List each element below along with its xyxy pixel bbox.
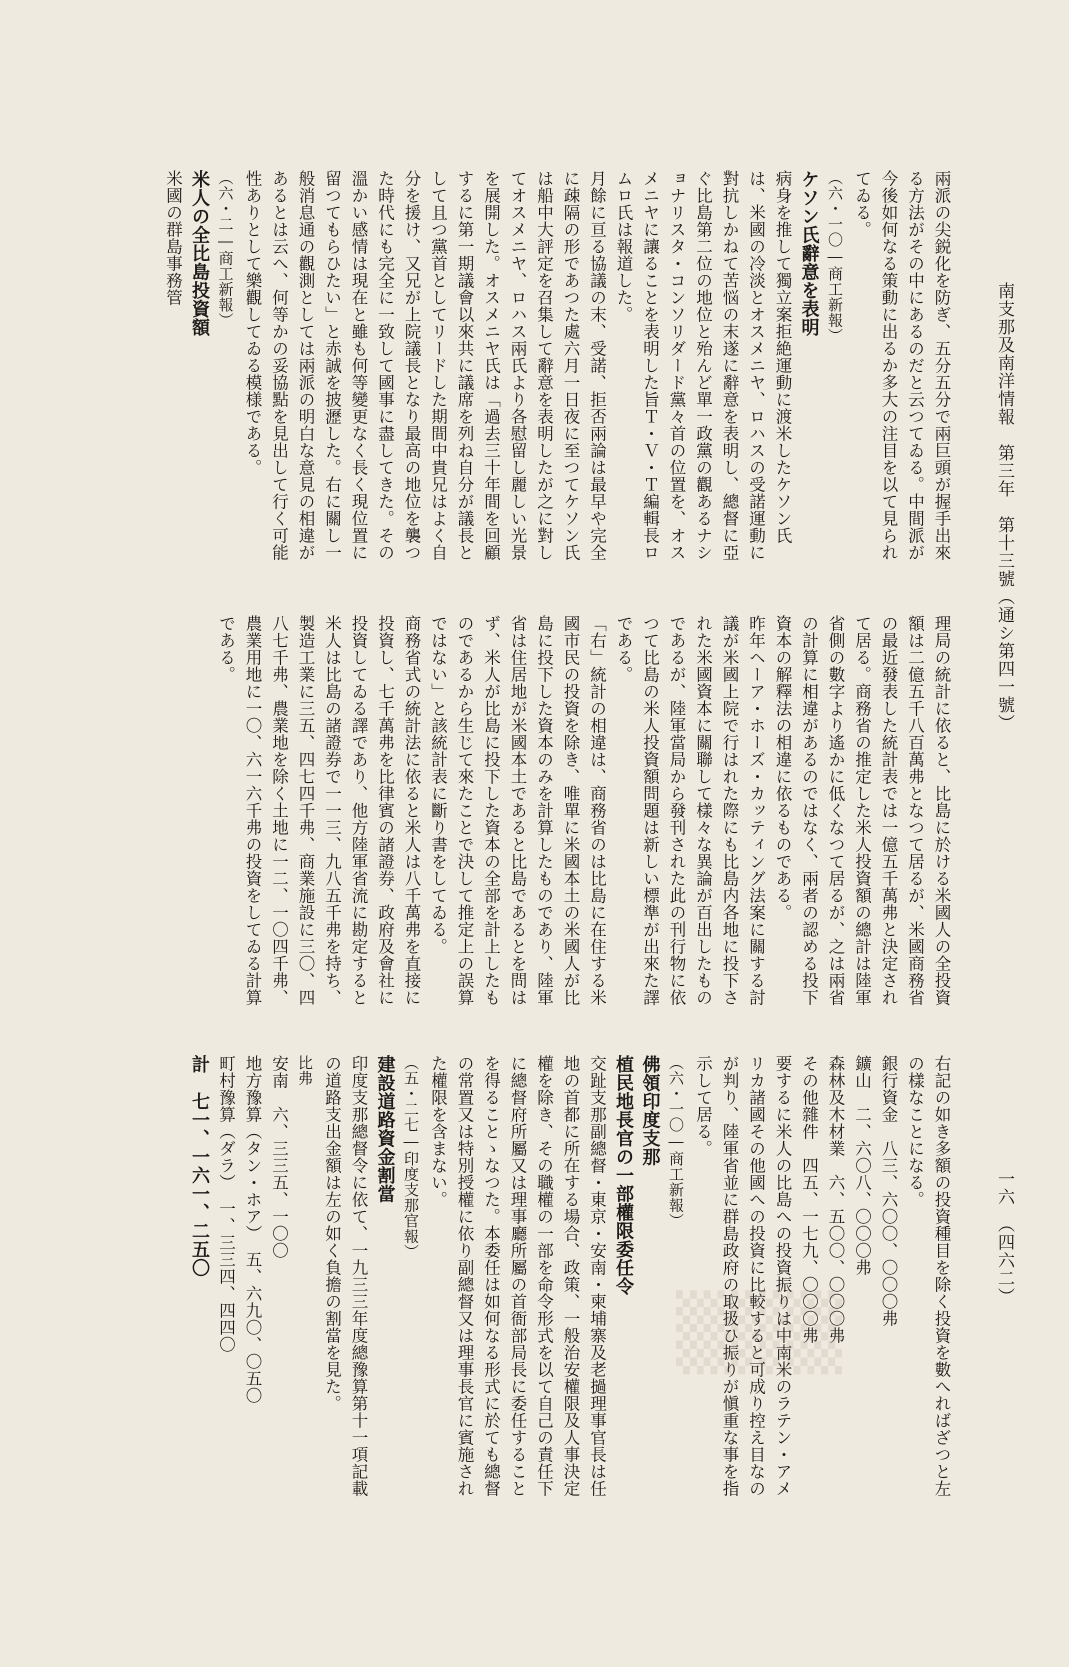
article-heading: 米人の全比島投資額 [189, 170, 210, 337]
table-row: 地方豫算（タン・ホア） 五、六九〇、〇五〇 [243, 1055, 262, 1404]
table-row: 安南 六、三三五、一〇〇 [269, 1055, 289, 1259]
paragraph: 右記の如き多額の投資種目を除く投資を數へればざつと左の樣なことになる。 [905, 1055, 951, 1497]
running-header: 南支那及南洋情報 第三年 第十三號（通シ第四一號） [994, 282, 1014, 732]
middle-tier [209, 615, 954, 1020]
article-heading: 植民地長官の一部權限委任令 [613, 1055, 634, 1296]
lower-tier [189, 1055, 954, 1500]
section-heading: 佛領印度支那 [639, 1055, 661, 1166]
paragraph: 要するに米人の比島への投資振りは中南米のラテン・アメリカ諸國その他國への投資に比較すると可成り控え目なのが判り、陸軍省並に群島政府の取扱ひ振りが愼重な事を指示して居る。 [693, 1055, 792, 1497]
paragraph: 米國の群島事務管 [163, 170, 183, 306]
paragraph: 「右」統計の相違は、商務省のは比島に在住する米國市民の投資を除き、唯單に米國本土の米國人が比島に投下した資本のみを計算したものであり、陸軍省は住居地が米國本土であると比島であるとを問はず、米人が比島に投下した資本の全部を計上したものであるから生じて來たことで決して推定上の誤算ではない」と該統計表に斷り書をしてゐる。 [428, 615, 607, 1006]
paragraph: 理局の統計に依ると、比島に於ける米國人の全投資額は二億五千八百萬弗となつて居るが、米國商務省の最近發表した統計表では一億五千萬弗と決定されて居る。商務省の推定した米人投資額の總計は陸軍省側の數字より遙かに低くなつて居るが、之は兩省の計算に相違があるのではなく、兩者の認める投下資本の解釋法の相違に依るものである。 [773, 615, 951, 1006]
watermark-logo: ▒▒▒ [675, 1290, 843, 1374]
source-note: （六・二―商工新報） [216, 170, 235, 328]
list-item: その他雜件 四五、一七九、〇〇〇弗 [799, 1055, 819, 1344]
paragraph: 兩派の尖鋭化を防ぎ、五分五分で兩巨頭が握手出來る方法がその中にあるのだと云つてゐる。中間派が今後如何なる策動に出るか多大の注目を以て見られてゐる。 [852, 170, 951, 561]
paragraph: 昨年ヘーア・ホーズ・カッティング法案に關する討議が米國上院で行はれた際にも比島内各地に投下された米國資本に關聯して樣々な異論が百出したものであるが、陸軍當局から發刊された此の刊行物に依つて比島の米人投資額問題は新しい標準が出來た譯である。 [614, 615, 766, 1006]
source-note: （六・一〇―商工新報） [667, 1055, 685, 1229]
page-number: 一六 （四六二） [994, 1170, 1014, 1306]
article-heading: 建設道路資金割當 [374, 1055, 396, 1203]
list-item: 鑛山 二、六〇八、〇〇〇弗 [852, 1055, 872, 1276]
table-row: 計 七一、一六一、二五〇 [189, 1055, 210, 1277]
table-unit: 比弗 [296, 1055, 314, 1086]
paragraph: 病身を推して獨立案拒絶運動に渡米したケソン氏は、米國の冷淡とオスメニヤ、ロハスの受諾運動に對抗しかねて苦悩の末遂に辭意を表明し、總督に亞ぐ比島第二位の地位と殆んど單一政黨の觀あるナショナリスタ・コンソリダード黨々首の位置を、オスメニヤに讓ることを表明した旨Ｔ・Ｖ・Ｔ編輯長ロムロ氏は報道した。 [614, 170, 792, 561]
table-row: 町村豫算（ダラ） 一、三三四、四四〇 [216, 1055, 236, 1353]
article-heading: ケソン氏辭意を表明 [798, 170, 820, 337]
source-note: （五・二七―印度支那官報） [402, 1055, 420, 1260]
top-tier [163, 170, 954, 565]
paragraph: 交趾支那副總督・東京・安南・柬埔寨及老撾理事官長は任地の首都に所在する場合、政策、一般治安權限及人事決定權を除き、その職權の一部を命令形式を以て自己の責任下に總督府所屬又は理事廳所屬の首衙部局長に委任することを得ることゝなつた。本委任は如何なる形式に於ても總督の常置又は特別授權に依り副總督又は理事長官に賓施された權限を含まない。 [428, 1055, 607, 1497]
paragraph: 月餘に亘る協議の末、受諾、拒否兩論は最早や完全に疎隔の形であつた處六月一日夜に至つてケソン氏は船中大評定を召集して辭意を表明したが之に對してオスメニヤ、ロハス兩氏より各慰留し麗しい光景を展開した。オスメニヤ氏は「過去三十年間を回顧するに第一期議會以來共に議席を列ね自分が議長として且つ黨首としてリードした期間中貴兄はよく自分を援け、又兄が上院議長となり最高の地位を襲つた時代にも完全に一致して國事に盡してきた。その溫かい感情は現在と雖も何等變更なく長く現位置に留つてもらひたい」と赤誠を披瀝した。右に關し一般消息通の觀測としては兩派の明白な意見の相違があるとは云へ、何等かの妥協點を見出して行く可能性ありとして樂觀してゐる模様である。 [243, 170, 607, 561]
source-note: （六・一〇―商工新報） [826, 170, 844, 344]
list-item: 森林及木材業 六、五〇〇、〇〇〇弗 [826, 1055, 845, 1344]
paragraph: 商務省式の統計法に依ると米人は八千萬弗を直接に投資し、七千萬弗を比律賓の諸證券、政府及會社に投資してゐる譯であり、他方陸軍省流に勘定すると米人は比島の諸證券で一一三、九八五千弗を持ち、製造工業に三五、四七四千弗、商業施設に三〇、四八七千弗、農業地を除く土地に一二、一〇四千弗、農業用地に一〇、六一六千弗の投資をしてゐる計算である。 [216, 615, 421, 1006]
list-item: 銀行資金 八三、六〇〇、〇〇〇弗 [879, 1055, 898, 1327]
paragraph: 印度支那總督令に依て、一九三三年度總豫算第十一項記載の道路支出金額は左の如く負擔の割當を見た。 [322, 1055, 368, 1497]
